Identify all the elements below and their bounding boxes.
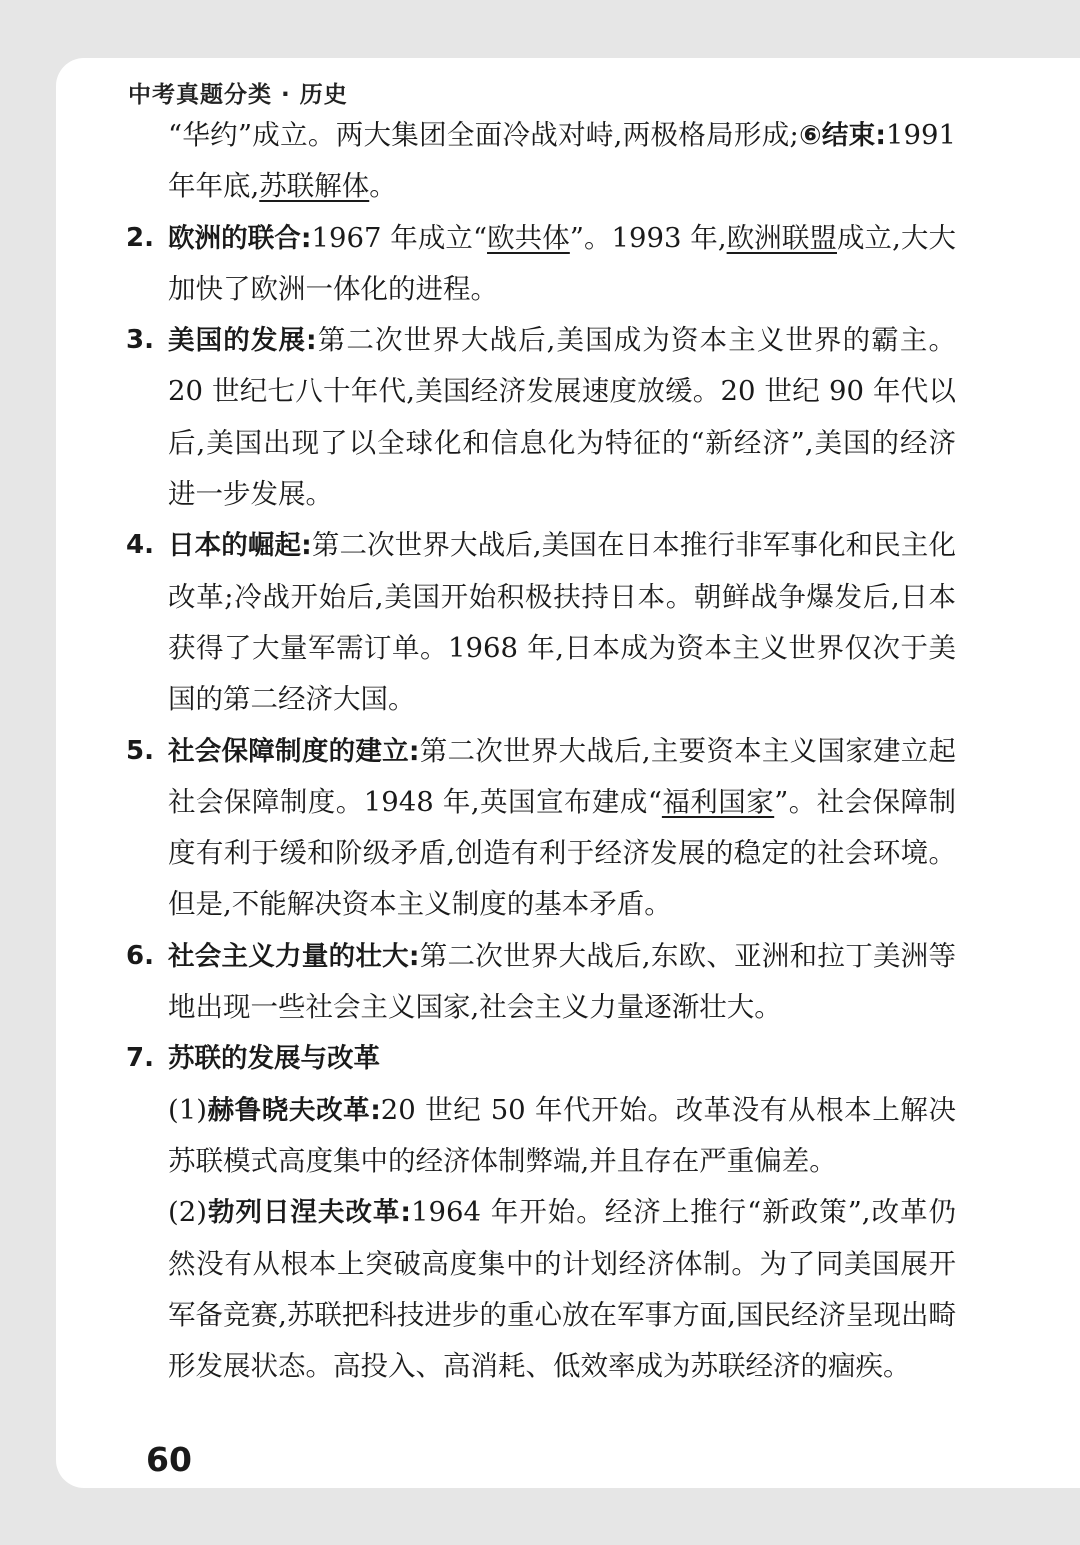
item-title: 社会保障制度的建立: [168,735,420,767]
subitem-text: 1964 年开始。经济上推行“新政策”,改革仍然没有从根本上突破高度集中的计划经济体制。为了同美国展开军备竞赛,苏联把科技进步的重心放在军事方面,国民经济呈现出畸形发展状态。高投入、高消耗、低效率成为苏联经济的痼疾。 [168,1196,956,1383]
item-3 [126,315,956,520]
item-number: 3. [126,325,154,356]
item-title: 欧洲的联合: [168,222,312,254]
underlined-term: 欧共体 [487,221,570,254]
item-2 [126,213,956,316]
circled-number: ⑥ [798,120,822,151]
item-number: 2. [126,222,154,253]
item-text: 成立,大大加快了欧洲一体化的进程。 [168,221,957,305]
continuation-paragraph [126,110,956,213]
item-text: 第二次世界大战后,东欧、亚洲和拉丁美洲等地出现一些社会主义国家,社会主义力量逐渐壮大。 [168,939,956,1024]
item-title: 苏联的发展与改革 [168,1043,380,1075]
continuation-text-2: 1991 年年底, [168,119,957,203]
subitem-text: 20 世纪 50 年代开始。改革没有从根本上解决苏联模式高度集中的经济体制弊端,并且存在严重偏差。 [168,1093,956,1177]
item-4 [126,520,956,725]
continuation-text-1: “华约”成立。两大集团全面冷战对峙,两极格局形成; [168,119,799,151]
page-content [126,110,956,1392]
item-title: 日本的崛起: [168,530,312,562]
item-text: 1967 年成立“ [311,221,488,254]
item-title: 社会主义力量的壮大: [168,940,420,972]
continuation-text-3: 。 [369,170,397,203]
item-number: 4. [126,530,154,561]
item-title: 美国的发展: [168,325,317,357]
item-text: 第二次世界大战后,美国成为资本主义世界的霸主。20 世纪七八十年代,美国经济发展速度放缓。20 世纪 90 年代以后,美国出现了以全球化和信息化为特征的“新经济”,美国的经济进一步发展。 [168,324,956,511]
item-text: ”。1993 年, [569,221,727,254]
subitem-2 [126,1187,956,1392]
subitem-title: 赫鲁晓夫改革: [206,1094,381,1126]
item-number: 7. [126,1043,154,1074]
underlined-term: 欧洲联盟 [726,221,837,254]
item-7 [126,1033,956,1084]
page-number: 60 [146,1440,192,1479]
item-6 [126,931,956,1034]
subitem-title: 勃列日涅夫改革: [206,1197,412,1229]
continuation-underlined-1: 苏联解体 [259,170,370,203]
item-5 [126,726,956,931]
underlined-term: 福利国家 [661,785,775,818]
page-sheet [56,58,1080,1488]
subitem-prefix: (2) [168,1196,207,1229]
item-text: 第二次世界大战后,美国在日本推行非军事化和民主化改革;冷战开始后,美国开始积极扶持日本。朝鲜战争爆发后,日本获得了大量军需订单。1968 年,日本成为资本主义世界仅次于美国的第二经济大国。 [168,529,956,716]
item-number: 5. [126,735,154,766]
running-header: 中考真题分类 · 历史 [128,82,348,108]
item-number: 6. [126,940,154,971]
continuation-label: 结束: [821,120,887,151]
subitem-prefix: (1) [168,1093,207,1126]
item-text: ”。社会保障制度有利于缓和阶级矛盾,创造有利于经济发展的稳定的社会环境。但是,不能解决资本主义制度的基本矛盾。 [168,785,957,921]
subitem-1 [126,1085,956,1188]
item-text: 第二次世界大战后,主要资本主义国家建立起社会保障制度。1948 年,英国宣布建成“ [168,734,956,818]
